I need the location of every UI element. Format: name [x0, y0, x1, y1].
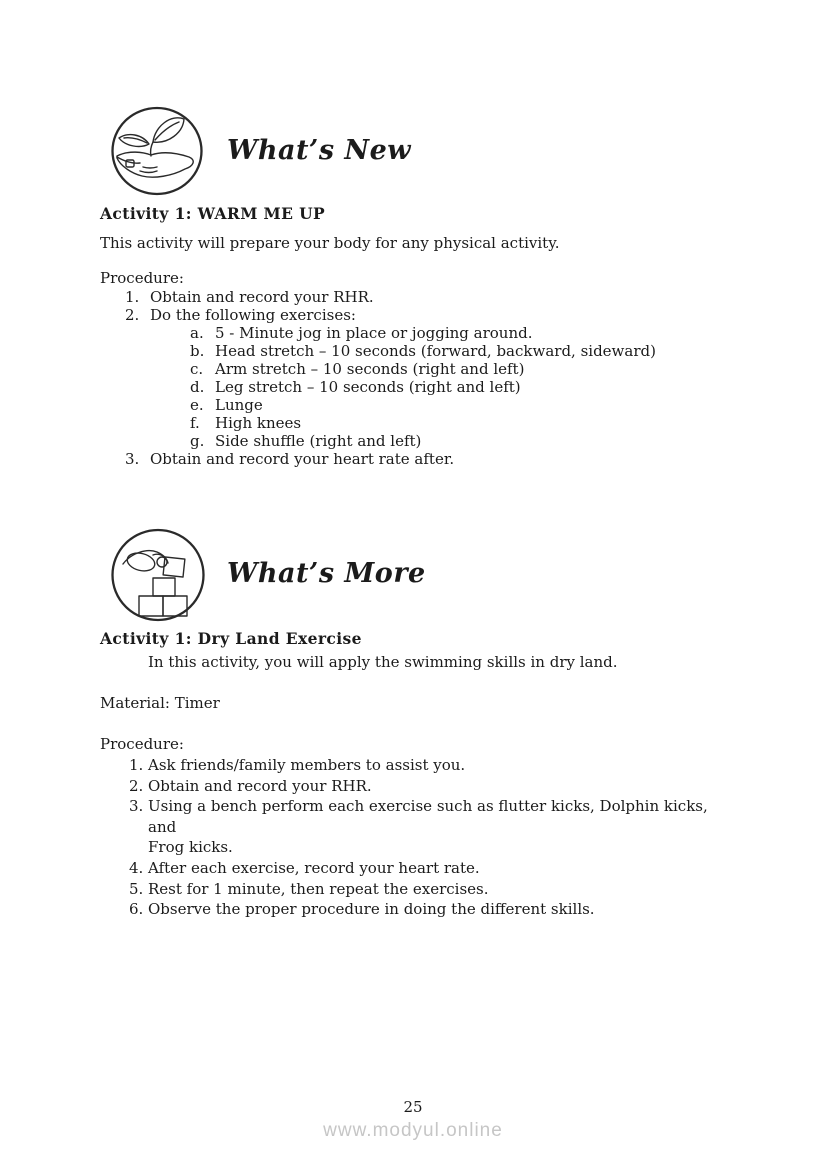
- list-marker: 3.: [125, 450, 140, 468]
- list-item: [100, 858, 732, 879]
- list-text-line: Using a bench perform each exercise such as flutter kicks, Dolphin kicks, and: [148, 797, 708, 836]
- list-item: [100, 378, 745, 396]
- list-item: [100, 796, 732, 858]
- list-marker: b.: [190, 342, 205, 360]
- list-item: [100, 306, 745, 324]
- list-text: Do the following exercises:: [150, 306, 356, 324]
- activity-title: Activity 1: Dry Land Exercise: [100, 629, 362, 648]
- list-text: Side shuffle (right and left): [215, 432, 422, 450]
- hand-holding-seedling-icon: [109, 106, 205, 196]
- list-text: Ask friends/family members to assist you.: [148, 756, 466, 774]
- list-marker: 6.: [129, 900, 144, 919]
- list-text: Arm stretch – 10 seconds (right and left): [215, 360, 525, 378]
- list-marker: g.: [190, 432, 205, 450]
- list-marker: 1.: [125, 288, 140, 306]
- list-text: Obtain and record your RHR.: [148, 776, 372, 795]
- page-number: 25: [403, 1098, 423, 1116]
- list-text: 5 - Minute jog in place or jogging around.: [215, 324, 533, 342]
- list-marker: 4.: [129, 858, 144, 877]
- procedure-list: [100, 288, 745, 468]
- activity-title: Activity 1: WARM ME UP: [100, 204, 326, 223]
- list-item: [100, 755, 732, 776]
- list-item: [100, 288, 745, 306]
- list-text: Obtain and record your heart rate after.: [150, 450, 455, 468]
- list-marker: d.: [190, 378, 205, 396]
- list-marker: 1.: [129, 756, 144, 774]
- list-marker: 5.: [129, 879, 144, 898]
- material-label: Material: Timer: [100, 694, 220, 712]
- activity-intro: In this activity, you will apply the swimming skills in dry land.: [148, 653, 618, 671]
- list-item: [100, 342, 745, 360]
- list-marker: 3.: [129, 797, 144, 816]
- procedure-label: Procedure:: [100, 735, 184, 753]
- list-marker: a.: [190, 324, 204, 342]
- list-item: [100, 396, 745, 414]
- list-item: [100, 879, 732, 900]
- list-item: [100, 360, 745, 378]
- list-item: [100, 776, 732, 797]
- list-marker: e.: [190, 396, 204, 414]
- watermark: www.modyul.online: [323, 1120, 503, 1141]
- list-text: Rest for 1 minute, then repeat the exercises.: [148, 879, 489, 898]
- activity-intro: This activity will prepare your body for any physical activity.: [100, 234, 560, 252]
- list-marker: 2.: [129, 776, 144, 795]
- list-item: [100, 450, 745, 468]
- list-item: [100, 324, 745, 342]
- list-text: High knees: [215, 414, 302, 432]
- list-text: [148, 796, 732, 858]
- list-item: [100, 899, 732, 920]
- list-marker: 2.: [125, 306, 140, 324]
- list-text: After each exercise, record your heart rate.: [148, 858, 480, 877]
- list-text: Leg stretch – 10 seconds (right and left): [215, 378, 521, 396]
- list-marker: c.: [190, 360, 204, 378]
- list-marker: f.: [190, 414, 200, 432]
- list-text: Head stretch – 10 seconds (forward, backward, sideward): [215, 342, 656, 360]
- hand-stacking-blocks-icon: [109, 528, 207, 622]
- section-heading-whats-new: What’s New: [227, 135, 412, 166]
- section-heading-whats-more: What’s More: [227, 558, 426, 589]
- procedure-label: Procedure:: [100, 269, 184, 287]
- list-item: [100, 432, 745, 450]
- list-text: Obtain and record your RHR.: [150, 288, 374, 306]
- list-text: Observe the proper procedure in doing the different skills.: [148, 900, 595, 919]
- procedure-list: [100, 755, 732, 920]
- list-text-line: Frog kicks.: [148, 838, 233, 857]
- list-item: [100, 414, 745, 432]
- list-text: Lunge: [215, 396, 263, 414]
